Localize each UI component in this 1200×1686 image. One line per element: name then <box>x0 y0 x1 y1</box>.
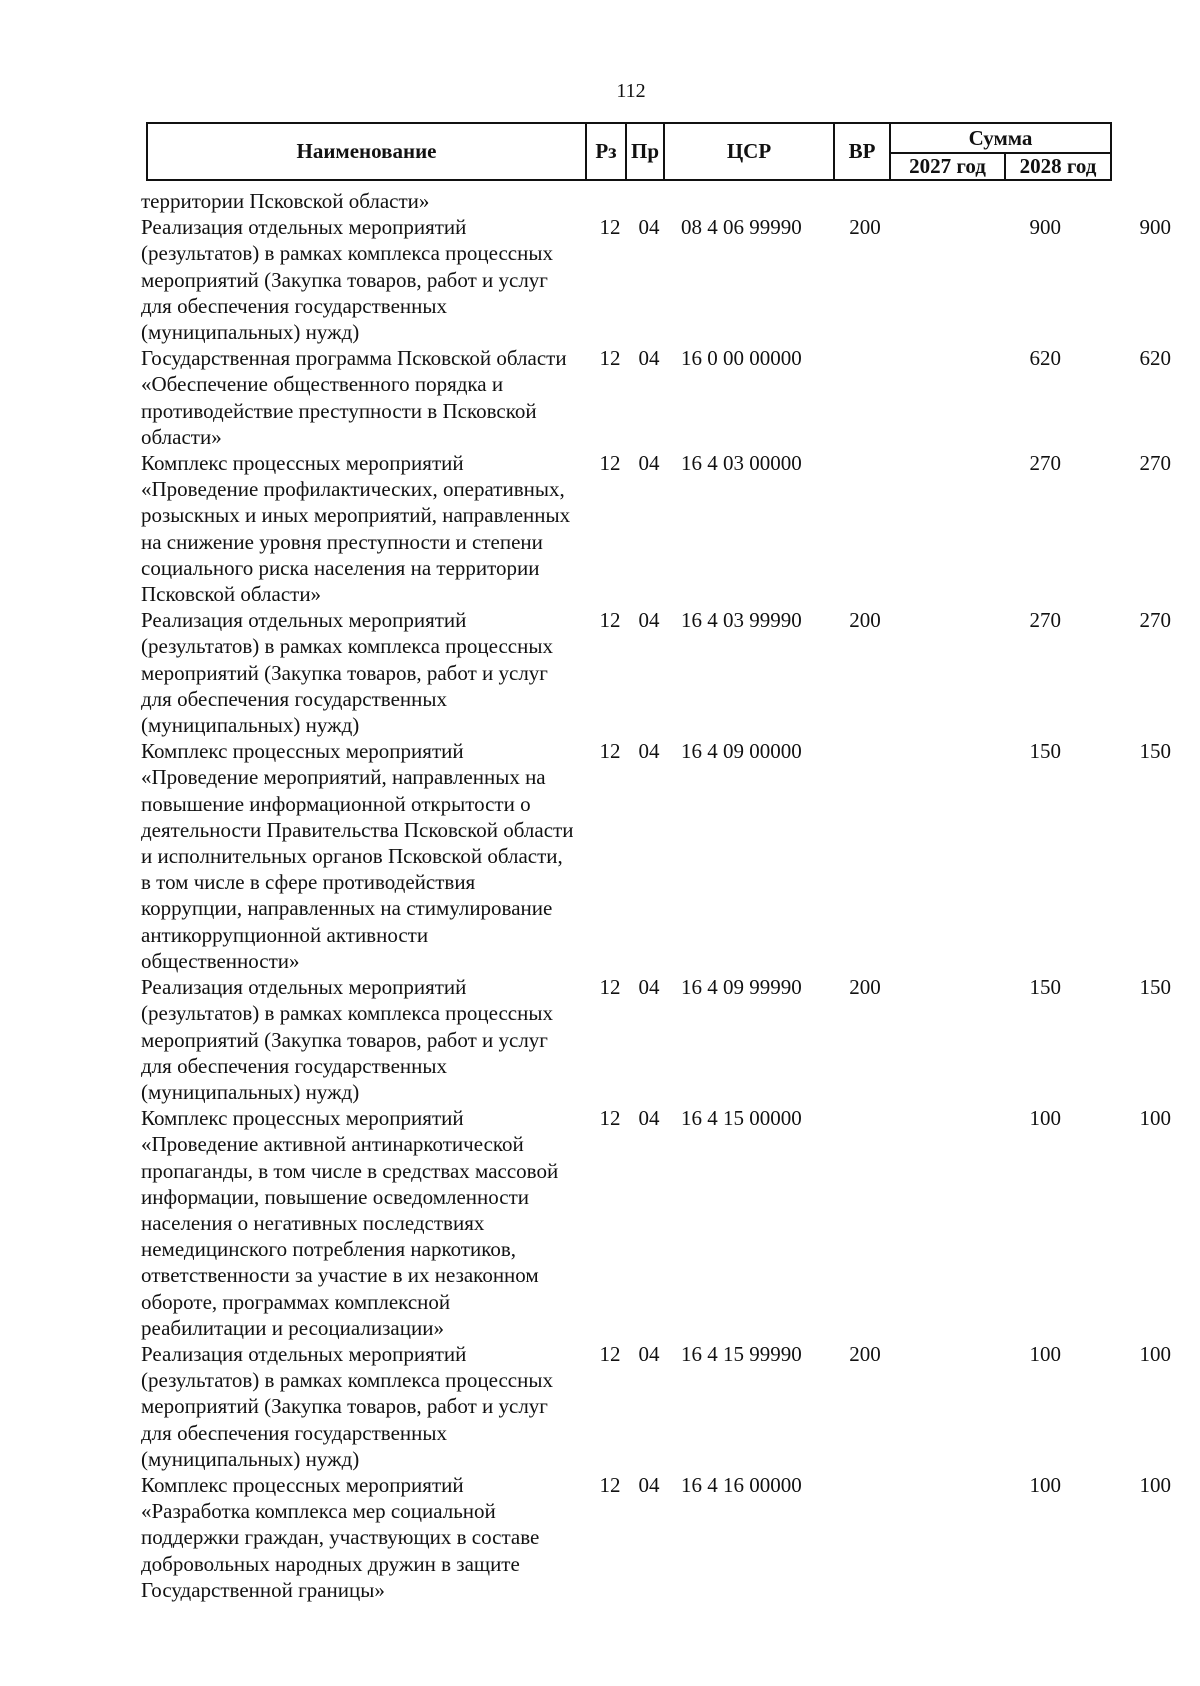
row-csr: 16 0 00 00000 <box>681 346 802 371</box>
row-rz: 12 <box>599 215 621 240</box>
row-rz: 12 <box>599 1341 621 1366</box>
row-sum-2028: 900 <box>1139 215 1171 240</box>
row-pr: 04 <box>638 1472 660 1497</box>
row-pr: 04 <box>638 975 660 1000</box>
page-number: 112 <box>616 80 646 102</box>
row-name: Реализация отдельных мероприятий (результатов) в рамках комплекса процессных мероприятий (Закупка товаров, работ и услуг для обеспечения государственных (муниципальных) нужд) <box>141 215 553 345</box>
table-row <box>141 607 1171 738</box>
row-sum-2027: 150 <box>1029 739 1061 764</box>
row-csr: 16 4 09 00000 <box>681 739 802 764</box>
row-rz: 12 <box>599 451 621 476</box>
row-name: Реализация отдельных мероприятий (результатов) в рамках комплекса процессных мероприятий (Закупка товаров, работ и услуг для обеспечения государственных (муниципальных) нужд) <box>141 608 553 738</box>
row-name: Реализация отдельных мероприятий (результатов) в рамках комплекса процессных мероприятий (Закупка товаров, работ и услуг для обеспечения государственных (муниципальных) нужд) <box>141 1341 553 1471</box>
row-rz: 12 <box>599 346 621 371</box>
row-csr: 16 4 09 99990 <box>681 975 802 1000</box>
row-sum-2028: 270 <box>1139 451 1171 476</box>
table-row <box>141 738 1171 974</box>
row-sum-2028: 150 <box>1139 975 1171 1000</box>
row-rz: 12 <box>599 608 621 633</box>
row-pr: 04 <box>638 346 660 371</box>
row-rz: 12 <box>599 1472 621 1497</box>
table-row <box>141 214 1171 345</box>
header-name: Наименование <box>147 123 586 180</box>
row-csr: 16 4 03 99990 <box>681 608 802 633</box>
row-csr: 16 4 15 99990 <box>681 1341 802 1366</box>
row-sum-2028: 100 <box>1139 1106 1171 1131</box>
row-pr: 04 <box>638 1106 660 1131</box>
row-sum-2028: 100 <box>1139 1472 1171 1497</box>
row-name: Комплекс процессных мероприятий «Проведение профилактических, оперативных, розыскных и иных мероприятий, направленных на снижение уровня преступности и степени социального риска населения на территории Псковской области» <box>141 451 571 607</box>
table-row <box>141 1105 1171 1341</box>
row-pr: 04 <box>638 739 660 764</box>
table-row <box>141 1472 1171 1603</box>
table-row <box>141 450 1171 607</box>
row-name: Комплекс процессных мероприятий «Проведение активной антинаркотической пропаганды, в том числе в средствах массовой информации, повышение осведомленности населения о негативных последствиях немедицинского потребления наркотиков, ответственности за участие в их незаконном обороте, программах комплексной реабилитации и ресоциализации» <box>141 1106 559 1340</box>
table-row <box>141 974 1171 1105</box>
row-name: Государственная программа Псковской области «Обеспечение общественного порядка и противодействие преступности в Псковской области» <box>141 346 567 449</box>
row-rz: 12 <box>599 1106 621 1131</box>
row-vr: 200 <box>849 975 881 1000</box>
header-rz: Рз <box>586 123 626 180</box>
row-sum-2027: 100 <box>1029 1341 1061 1366</box>
row-vr: 200 <box>849 1341 881 1366</box>
row-vr: 200 <box>849 215 881 240</box>
row-sum-2027: 900 <box>1029 215 1061 240</box>
row-sum-2028: 620 <box>1139 346 1171 371</box>
row-pr: 04 <box>638 608 660 633</box>
row-name: Комплекс процессных мероприятий «Проведение мероприятий, направленных на повышение информационной открытости о деятельности Правительства Псковской области и исполнительных органов Псковской области, в том числе в сфере противодействия коррупции, направленных на стимулирование антикоррупционной активности общественности» <box>141 739 574 973</box>
header-year-2027: 2027 год <box>890 153 1005 180</box>
row-sum-2028: 270 <box>1139 608 1171 633</box>
row-pr: 04 <box>638 215 660 240</box>
row-pr: 04 <box>638 451 660 476</box>
table-row <box>141 1341 1171 1472</box>
continuation-text: территории Псковской области» <box>141 189 430 213</box>
row-sum-2027: 620 <box>1029 346 1061 371</box>
table-header <box>146 122 1112 181</box>
row-csr: 08 4 06 99990 <box>681 215 802 240</box>
row-sum-2027: 100 <box>1029 1106 1061 1131</box>
row-pr: 04 <box>638 1341 660 1366</box>
header-sum: Сумма <box>890 123 1111 153</box>
header-pr: Пр <box>626 123 664 180</box>
row-name: Реализация отдельных мероприятий (результатов) в рамках комплекса процессных мероприятий (Закупка товаров, работ и услуг для обеспечения государственных (муниципальных) нужд) <box>141 975 553 1104</box>
row-rz: 12 <box>599 975 621 1000</box>
row-rz: 12 <box>599 739 621 764</box>
row-sum-2027: 270 <box>1029 451 1061 476</box>
header-year-2028: 2028 год <box>1005 153 1111 180</box>
row-csr: 16 4 16 00000 <box>681 1472 802 1497</box>
row-vr: 200 <box>849 608 881 633</box>
table-row <box>141 345 1171 450</box>
row-sum-2027: 100 <box>1029 1472 1061 1497</box>
row-sum-2027: 150 <box>1029 975 1061 1000</box>
continuation-row <box>141 188 1121 214</box>
row-sum-2027: 270 <box>1029 608 1061 633</box>
row-name: Комплекс процессных мероприятий «Разработка комплекса мер социальной поддержки граждан, участвующих в составе добровольных народных дружин в защите Государственной границы» <box>141 1472 540 1602</box>
row-sum-2028: 150 <box>1139 739 1171 764</box>
header-csr: ЦСР <box>664 123 834 180</box>
row-sum-2028: 100 <box>1139 1341 1171 1366</box>
table-body <box>141 188 1171 1603</box>
header-vr: ВР <box>834 123 890 180</box>
row-csr: 16 4 03 00000 <box>681 451 802 476</box>
row-csr: 16 4 15 00000 <box>681 1106 802 1131</box>
